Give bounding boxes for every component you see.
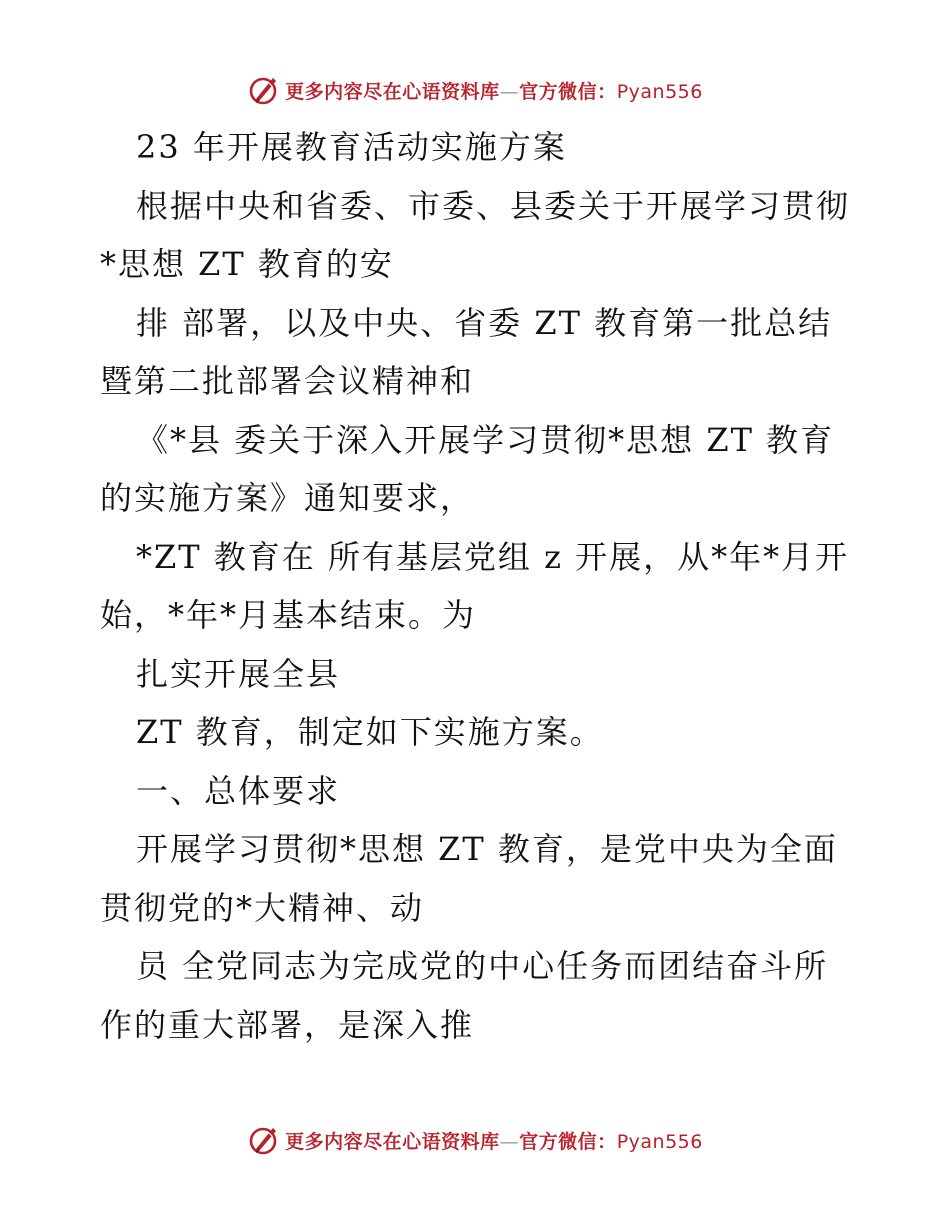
header-banner-wechat-id: Pyan556 [616, 80, 703, 103]
footer-banner-dash: — [499, 1130, 520, 1153]
document-body [100, 118, 860, 1054]
quill-pen-logo-icon [247, 73, 281, 107]
footer-banner-main: 更多内容尽在心语资料库 [285, 1130, 500, 1153]
document-line: 排 部署，以及中央、省委 ZT 教育第一批总结 [136, 303, 833, 342]
document-line: *ZT 教育在 所有基层党组 z 开展，从*年*月开 [136, 537, 850, 576]
document-line: 员 全党同志为完成党的中心任务而团结奋斗所 [136, 947, 829, 985]
document-line: 的实施方案》通知要求， [100, 479, 475, 517]
section-heading: 一、总体要求 [136, 771, 341, 810]
document-line: 暨第二批部署会议精神和 [100, 362, 475, 400]
footer-banner-wechat-label: 官方微信： [519, 1130, 617, 1153]
document-line: ZT 教育，制定如下实施方案。 [136, 713, 604, 751]
document-title: 23 年开展教育活动实施方案 [136, 128, 567, 166]
document-line: 始，*年*月基本结束。为 [100, 596, 477, 634]
quill-pen-logo-icon [247, 1123, 281, 1157]
document-line: 根据中央和省委、市委、县委关于开展学习贯彻 [136, 186, 851, 225]
document-line: 《*县 委关于深入开展学习贯彻*思想 ZT 教育 [136, 420, 835, 459]
document-line: 扎实开展全县 [136, 654, 341, 693]
footer-banner-wechat-id: Pyan556 [616, 1130, 703, 1153]
header-banner-text [285, 77, 703, 104]
document-line: *思想 ZT 教育的安 [100, 245, 394, 283]
header-banner-dash: — [499, 80, 520, 103]
document-line: 贯彻党的*大精神、动 [100, 888, 425, 927]
header-banner-main: 更多内容尽在心语资料库 [285, 80, 500, 103]
document-line: 作的重大部署，是深入推 [100, 1005, 475, 1044]
footer-banner-text [285, 1127, 703, 1154]
header-banner-wechat-label: 官方微信： [519, 80, 617, 103]
document-line: 开展学习贯彻*思想 ZT 教育，是党中央为全面 [136, 830, 838, 868]
footer-banner [0, 1120, 950, 1160]
header-banner [0, 70, 950, 110]
